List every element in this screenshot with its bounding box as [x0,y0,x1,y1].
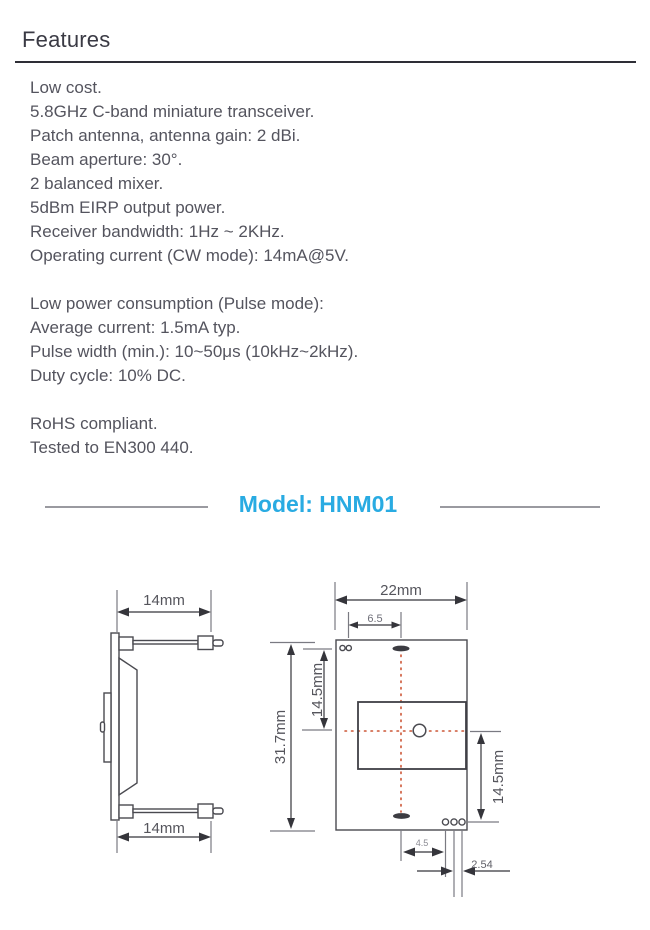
features-list [30,76,590,460]
side-dim-top [117,590,211,632]
model-rule-right [440,506,600,508]
feature-line-spacer [30,388,590,412]
feature-line: Receiver bandwidth: 1Hz ~ 2KHz. [30,222,285,241]
side-pin-bottom [119,804,223,818]
front-dim-total-height-label: 31.7mm [272,709,289,765]
side-front-bump [101,722,105,732]
feature-line: Pulse width (min.): 10~50μs (10kHz~2kHz). [30,342,359,361]
front-dim-upper-half-label: 14.5mm [309,662,326,718]
front-dim-upper-half [302,649,332,730]
feature-line: Low power consumption (Pulse mode): [30,294,324,313]
front-slot-top [393,646,409,651]
feature-line: Beam aperture: 30°. [30,150,183,169]
front-bottom-extensions [401,830,462,897]
front-dim-slot-offset-label: 6.5 [367,613,383,625]
side-module-body [101,633,138,820]
title-divider [15,61,636,63]
side-pcb [111,633,119,820]
feature-line-spacer [30,268,590,292]
feature-line: RoHS compliant. [30,414,158,433]
front-dim-pin-pitch [417,859,510,876]
side-dim-bottom [117,820,211,853]
front-slot-bottom [394,814,410,819]
front-dim-lower-half [468,732,507,823]
model-rule-left [45,506,208,508]
feature-line: Patch antenna, antenna gain: 2 dBi. [30,126,301,145]
front-dim-pin-offset-label: 4.5 [415,838,429,848]
front-dim-pin-offset [403,838,444,857]
front-center-hole [413,724,426,737]
front-dim-slot-offset [349,612,402,638]
side-dim-top-label: 14mm [143,592,185,609]
side-dim-bottom-label: 14mm [143,820,185,837]
feature-line: Duty cycle: 10% DC. [30,366,186,385]
front-view-drawing [235,578,515,903]
side-case-profile [119,658,137,795]
feature-line: 5dBm EIRP output power. [30,198,226,217]
front-dim-pin-pitch-label: 2.54 [471,859,493,871]
feature-line: Tested to EN300 440. [30,438,194,457]
side-pin-top [119,636,223,650]
front-dim-lower-half-label: 14.5mm [490,749,507,805]
feature-line: Average current: 1.5mA typ. [30,318,241,337]
front-pins [442,819,465,825]
feature-line: 5.8GHz C-band miniature transceiver. [30,102,315,121]
model-title: Model: HNM01 [238,491,398,517]
feature-line: 2 balanced mixer. [30,174,164,193]
front-dim-width-label: 22mm [380,582,422,599]
feature-line: Low cost. [30,78,102,97]
side-view-drawing [95,583,235,858]
feature-line: Operating current (CW mode): 14mA@5V. [30,246,349,265]
page-title: Features [22,27,111,52]
